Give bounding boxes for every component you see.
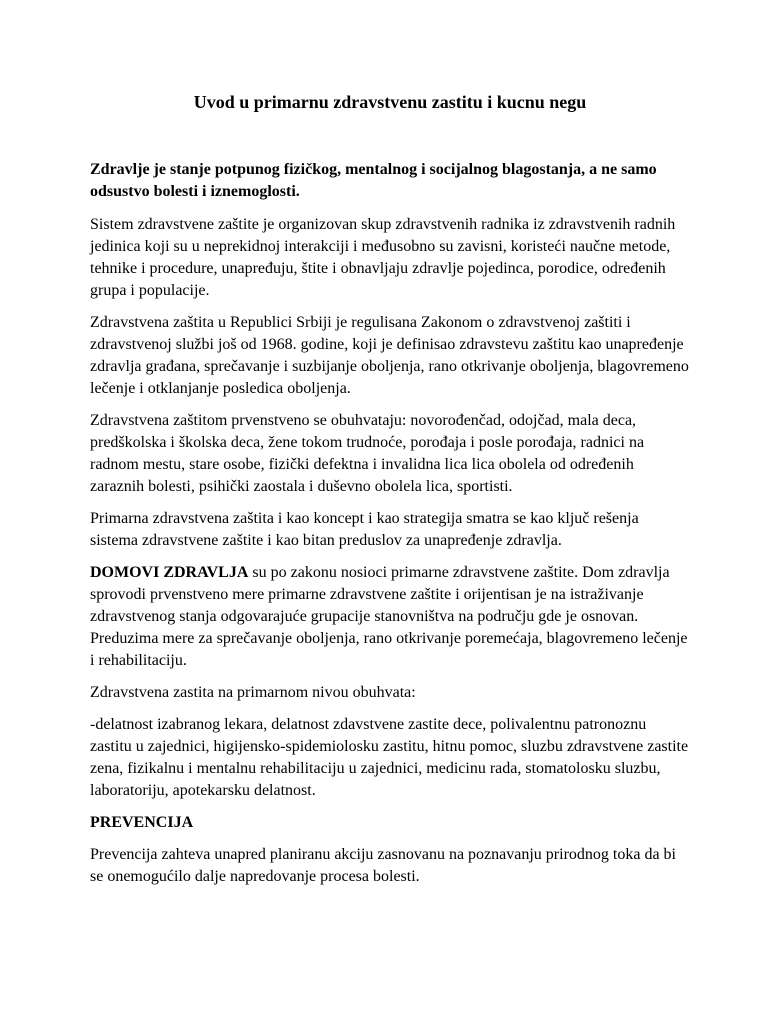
paragraph-services-list: -delatnost izabranog lekara, delatnost zdavstvene zastite dece, polivalentnu patronoznu zastitu u zajednici, higijensko-spidemiolosku zastitu, hitnu pomoc, sluzbu zdravstvene zastite zena, fizikalnu i mentalnu rehabilitaciju u zajednici, medicinu rada, stomatolosku sluzbu, laboratoriju, apotekarsku delatnost. [90,716,689,799]
intro-definition: Zdravlje je stanje potpunog fizičkog, mentalnog i socijalnog blagostanja, a ne samo odsustvo bolesti i iznemoglosti. [90,161,657,200]
paragraph-health-system: Sistem zdravstvene zaštite je organizovan skup zdravstvenih radnika iz zdravstvenih radnih jedinica koji su u neprekidnoj interakciji i međusobno su zavisni, koristeći naučne metode, tehnike i procedure, unapređuju, štite i obnavljaju zdravlje pojedinca, porodice, određenih grupa i populacije. [90,216,676,299]
paragraph-coverage: Zdravstvena zaštitom prvenstveno se obuhvataju: novorođenčad, odojčad, mala deca, predškolska i školska deca, žene tokom trudnoće, porođaja i posle porođaja, radnici na radnom mestu, stare osobe, fizički defektna i invalidna lica lica obolela od određenih zaraznih bolesti, psihički zaostala i duševno obolela lica, sportisti. [90,412,645,495]
section-heading-prevencija: PREVENCIJA [90,814,194,831]
document-page [90,90,690,898]
paragraph-primary-care: Primarna zdravstvena zaštita i kao koncept i kao strategija smatra se kao ključ rešenja sistema zdravstvene zaštite i kao bitan preduslov za unapređenje zdravlja. [90,510,639,549]
document-title: Uvod u primarnu zdravstvenu zastitu i kucnu negu [193,92,587,112]
health-centers-text: su po zakonu nosioci primarne zdravstvene zaštite. Dom zdravlja sprovodi prvenstveno mere primarne zdravstvene zaštite i orijentisan je na istraživanje zdravstvenog stanja odgovarajuće grupacije stanovništva na području gde je osnovan. Preduzima mere za sprečavanje oboljenja, rano otkrivanje poremećaja, blagovremeno lečenje i rehabilitaciju. [90,564,688,669]
paragraph-primary-level: Zdravstvena zastita na primarnom nivou obuhvata: [90,684,416,701]
paragraph-law: Zdravstvena zaštita u Republici Srbiji je regulisana Zakonom o zdravstvenoj zaštiti i zdravstvenoj službi još od 1968. godine, koji je definisao zdravstevu zaštitu kao unapređenje zdravlja građana, sprečavanje i suzbijanje oboljenja, rano otkrivanje oboljenja, blagovremeno lečenje i otklanjanje posledica oboljenja. [90,314,689,397]
paragraph-health-centers [90,562,690,672]
health-centers-term: DOMOVI ZDRAVLJA [90,564,249,581]
paragraph-prevention: Prevencija zahteva unapred planiranu akciju zasnovanu na poznavanju prirodnog toka da bi se onemogućilo dalje napredovanje procesa bolesti. [90,846,676,885]
